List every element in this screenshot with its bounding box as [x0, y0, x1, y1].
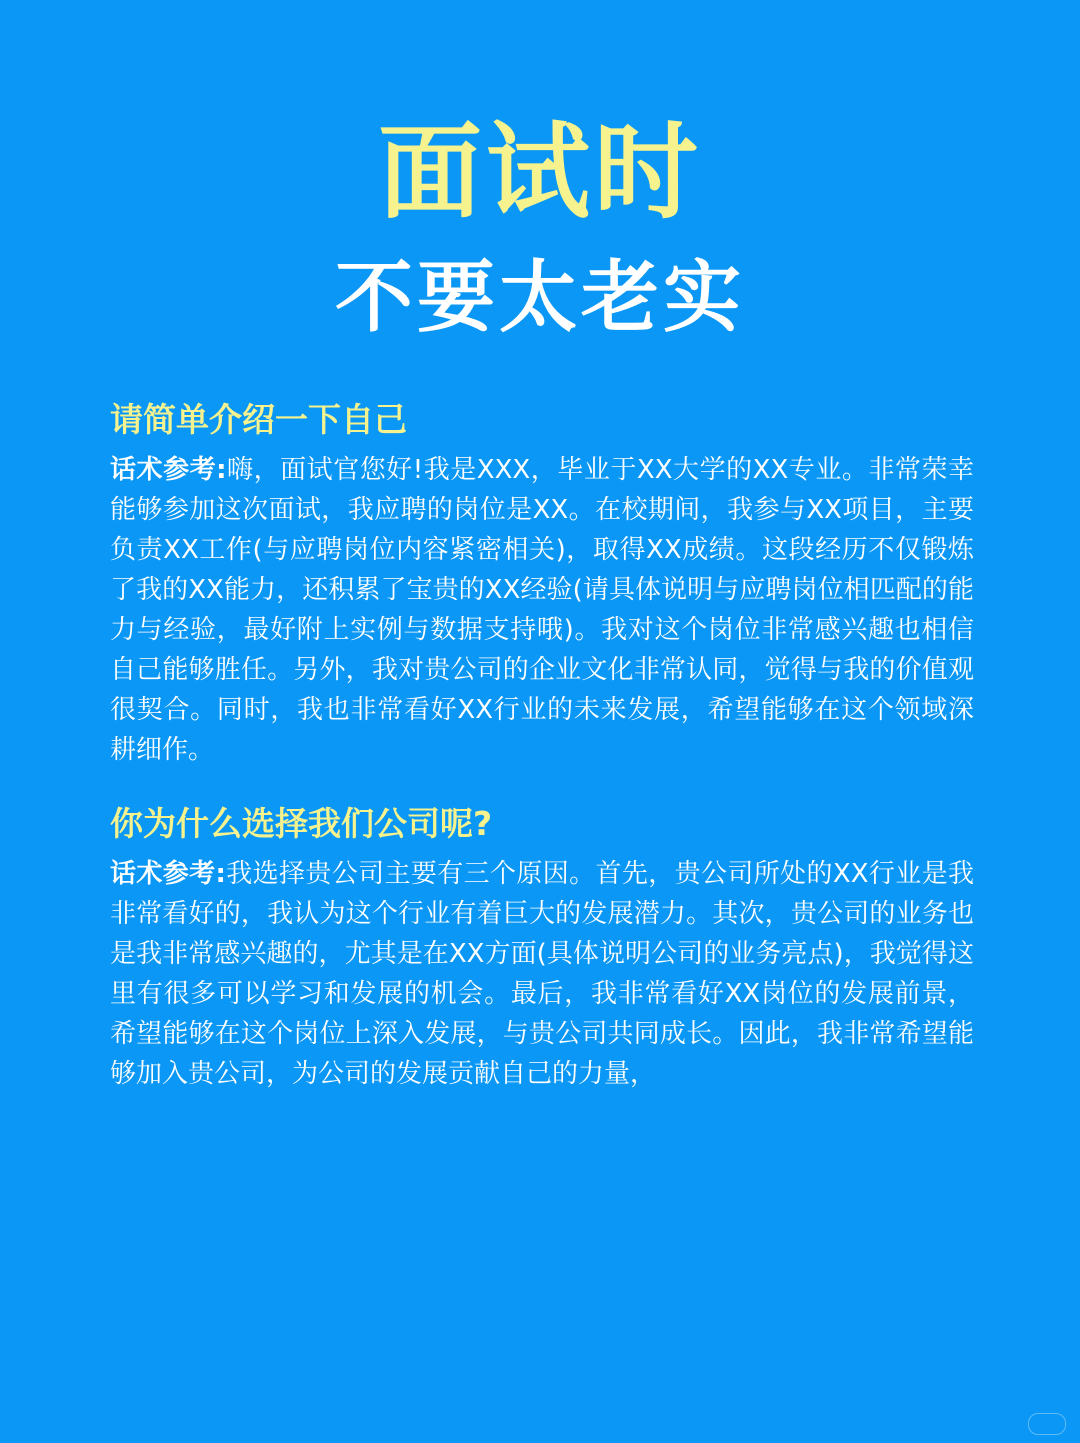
qa-section-introduce-yourself [110, 396, 974, 770]
answer-text: 嗨，面试官您好!我是XXX，毕业于XX大学的XX专业。非常荣幸能够参加这次面试，我应聘的岗位是XX。在校期间，我参与XX项目，主要负责XX工作(与应聘岗位内容紧密相关)，取得XX成绩。这段经历不仅锻炼了我的XX能力，还积累了宝贵的XX经验(请具体说明与应聘岗位相匹配的能力与经验，最好附上实例与数据支持哦)。我对这个岗位非常感兴趣也相信自己能够胜任。另外，我对贵公司的企业文化非常认同，觉得与我的价值观很契合。同时，我也非常看好XX行业的未来发展，希望能够在这个领域深耕细作。 [110, 455, 974, 765]
answer-text: 我选择贵公司主要有三个原因。首先，贵公司所处的XX行业是我非常看好的，我认为这个行业有着巨大的发展潜力。其次，贵公司的业务也是我非常感兴趣的，尤其是在XX方面(具体说明公司的业务亮点)，我觉得这里有很多可以学习和发展的机会。最后，我非常看好XX岗位的发展前景，希望能够在这个岗位上深入发展，与贵公司共同成长。因此，我非常希望能够加入贵公司，为公司的发展贡献自己的力量， [110, 859, 975, 1089]
watermark-logo-icon [1028, 1413, 1066, 1435]
page-subtitle: 不要太老实 [334, 253, 745, 343]
answer-prefix-label: 话术参考: [110, 859, 226, 889]
page-title: 面试时 [377, 111, 702, 233]
answer-paragraph [110, 854, 974, 1094]
question-heading: 你为什么选择我们公司呢? [110, 804, 493, 843]
question-heading: 请简单介绍一下自己 [110, 400, 407, 439]
answer-paragraph [110, 450, 974, 770]
answer-prefix-label: 话术参考: [110, 455, 227, 485]
qa-section-why-our-company [110, 800, 974, 1094]
